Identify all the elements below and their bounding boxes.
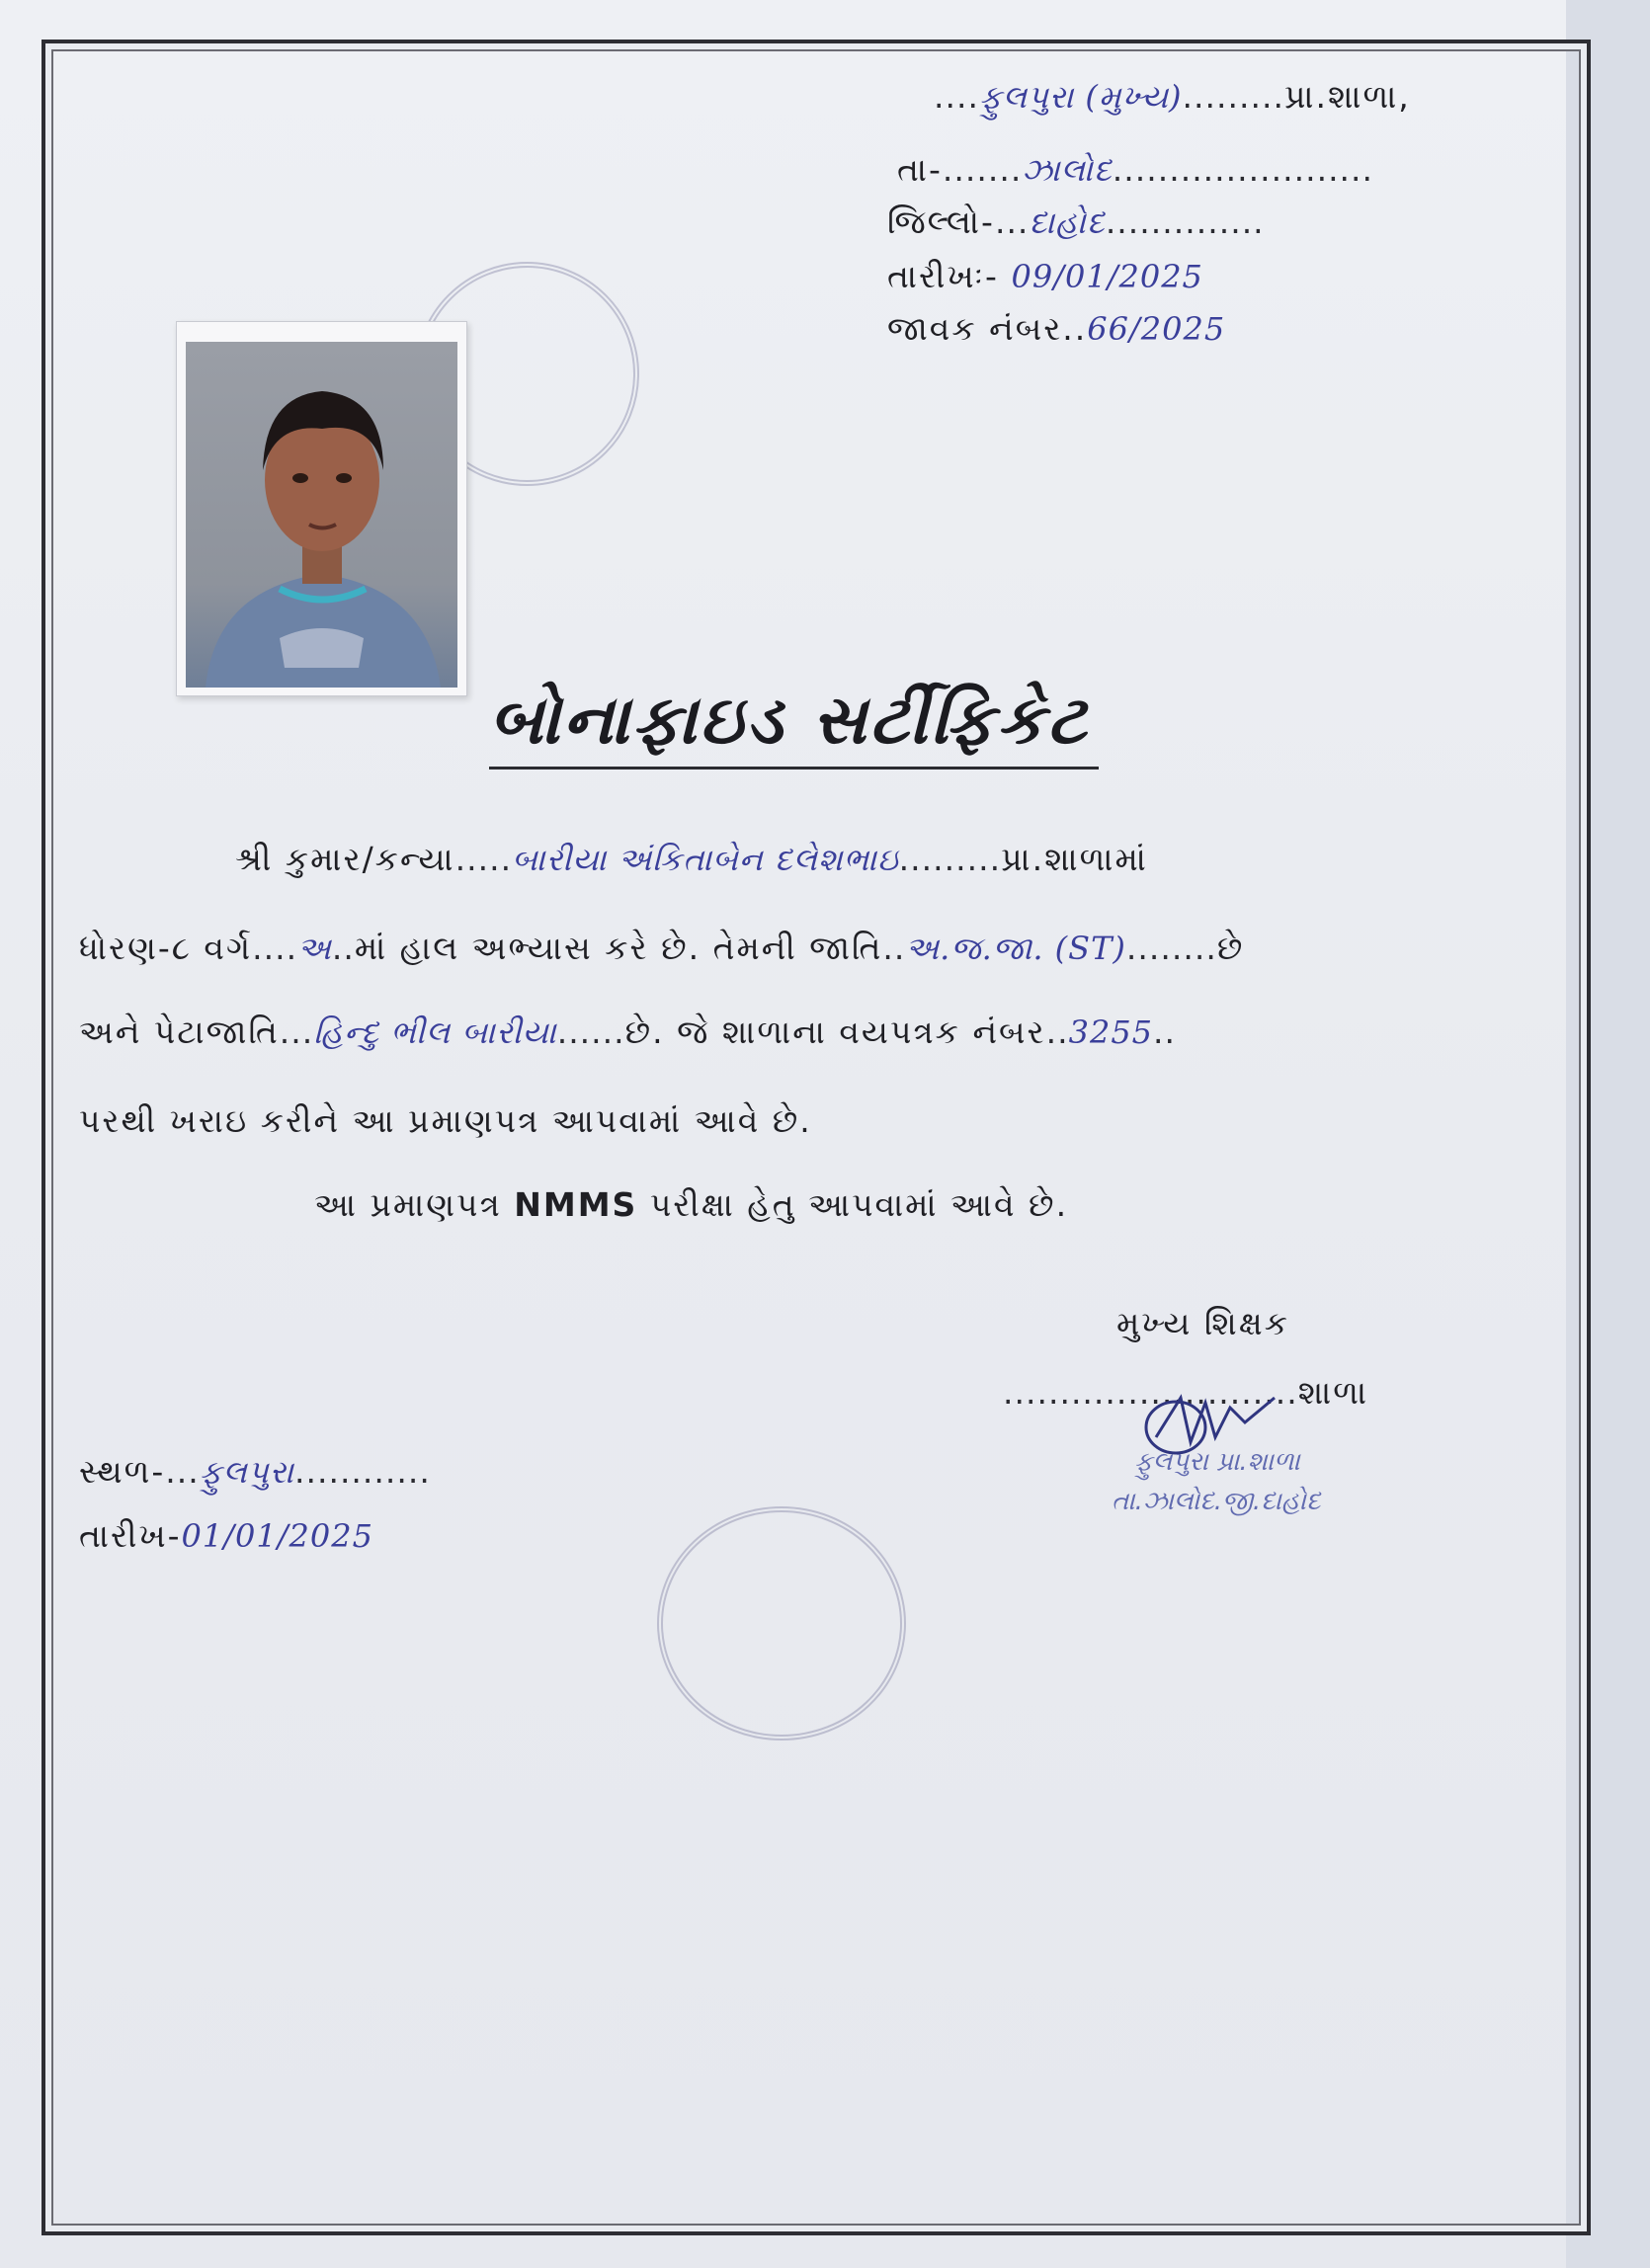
header-date-handwritten: 09/01/2025 [1011, 258, 1203, 295]
outward-label: જાવક નંબર.. [887, 309, 1088, 348]
school-suffix: પ્રા.શાળા, [1283, 77, 1411, 116]
footer-date-line [79, 1516, 373, 1556]
line5-pre: આ પ્રમાણપત્ર [314, 1185, 502, 1224]
footer-date-handwritten: 01/01/2025 [181, 1517, 373, 1555]
body-line-4: પરથી ખરાઇ કરીને આ પ્રમાણપત્ર આપવામાં આવે છે. [79, 1101, 812, 1140]
school-name-handwritten: ફુલપુરા (મુખ્ય) [978, 78, 1183, 116]
header-date-label: તારીખઃ- [887, 257, 999, 295]
head-teacher-seal-line-2: તા.ઝાલોદ.જી.દાહોદ [1112, 1487, 1321, 1516]
signature-school-suffix: શાળા [1297, 1373, 1369, 1412]
body-line-2: ધોરણ-૮ વર્ગ....અ..માં હાલ અભ્યાસ કરે છે. તેમની જાતિ..અ.જ.જા. (ST)........છે [79, 929, 1245, 967]
caste-handwritten: અ.જ.જા. (ST) [905, 930, 1126, 967]
footer-date-label: તારીખ- [79, 1516, 182, 1555]
body-line-3: અને પેટાજાતિ...હિન્દુ ભીલ બારીયા......છે. જે શાળાના વયપત્રક નંબર..3255.. [79, 1012, 1177, 1051]
line2-mid: માં હાલ અભ્યાસ કરે છે. તેમની જાતિ [354, 929, 883, 967]
footer-place-line: સ્થળ-...ફુલપુરા............ [79, 1452, 431, 1491]
district-label: જિલ્લો- [887, 202, 995, 241]
certificate-title: બોનાફાઇડ સર્ટીફિકેટ [489, 682, 1099, 770]
body-line-5 [314, 1185, 1068, 1225]
outward-number-handwritten: 66/2025 [1087, 310, 1226, 348]
signature-school-line: ..........................શાળા [1003, 1373, 1369, 1412]
school-stamp-bottom [657, 1506, 906, 1741]
line2-suffix: છે [1216, 929, 1245, 967]
place-label: સ્થળ- [79, 1452, 166, 1491]
line1-suffix: પ્રા.શાળામાં [1001, 840, 1148, 878]
register-number-handwritten: 3255 [1068, 1013, 1154, 1051]
class-handwritten: અ [297, 930, 332, 967]
header-outward-line [887, 309, 1225, 349]
body-line-1: શ્રી કુમાર/કન્યા.....બારીયા અંકિતાબેન દલેશભાઇ.........પ્રા.શાળામાં [235, 840, 1148, 878]
student-portrait-image [186, 342, 457, 688]
line1-prefix: શ્રી કુમાર/કન્યા [235, 840, 455, 878]
line2-prefix: ધોરણ-૮ વર્ગ [79, 929, 253, 967]
header-district-line: જિલ્લો-...દાહોદ.............. [887, 202, 1265, 241]
head-teacher-seal-line-1: ફુલપુરા પ્રા.શાળા [1134, 1447, 1300, 1477]
taluka-handwritten: ઝાલોદ [1022, 151, 1113, 189]
line3-mid: છે. જે શાળાના વયપત્રક નંબર [624, 1012, 1046, 1051]
place-handwritten: ફુલપુરા [199, 1453, 294, 1491]
head-teacher-title: મુખ્ય શિક્ષક [1116, 1304, 1290, 1342]
line3-prefix: અને પેટાજાતિ [79, 1012, 280, 1051]
district-handwritten: દાહોદ [1029, 203, 1106, 241]
subcaste-handwritten: હિન્દુ ભીલ બારીયા [313, 1013, 557, 1051]
header-taluka-line: તા-.......ઝાલોદ....................... [897, 150, 1374, 189]
exam-name: NMMS [514, 1185, 638, 1224]
line5-post: પરીક્ષા હેતુ આપવામાં આવે છે. [649, 1185, 1069, 1224]
header-school-line: ....ફુલપુરા (મુખ્ય).........પ્રા.શાળા, [934, 77, 1411, 116]
student-name-handwritten: બારીયા અંકિતાબેન દલેશભાઇ [512, 841, 899, 878]
taluka-label: તા- [897, 150, 943, 189]
student-photo [176, 321, 467, 696]
header-date-line [887, 257, 1203, 296]
